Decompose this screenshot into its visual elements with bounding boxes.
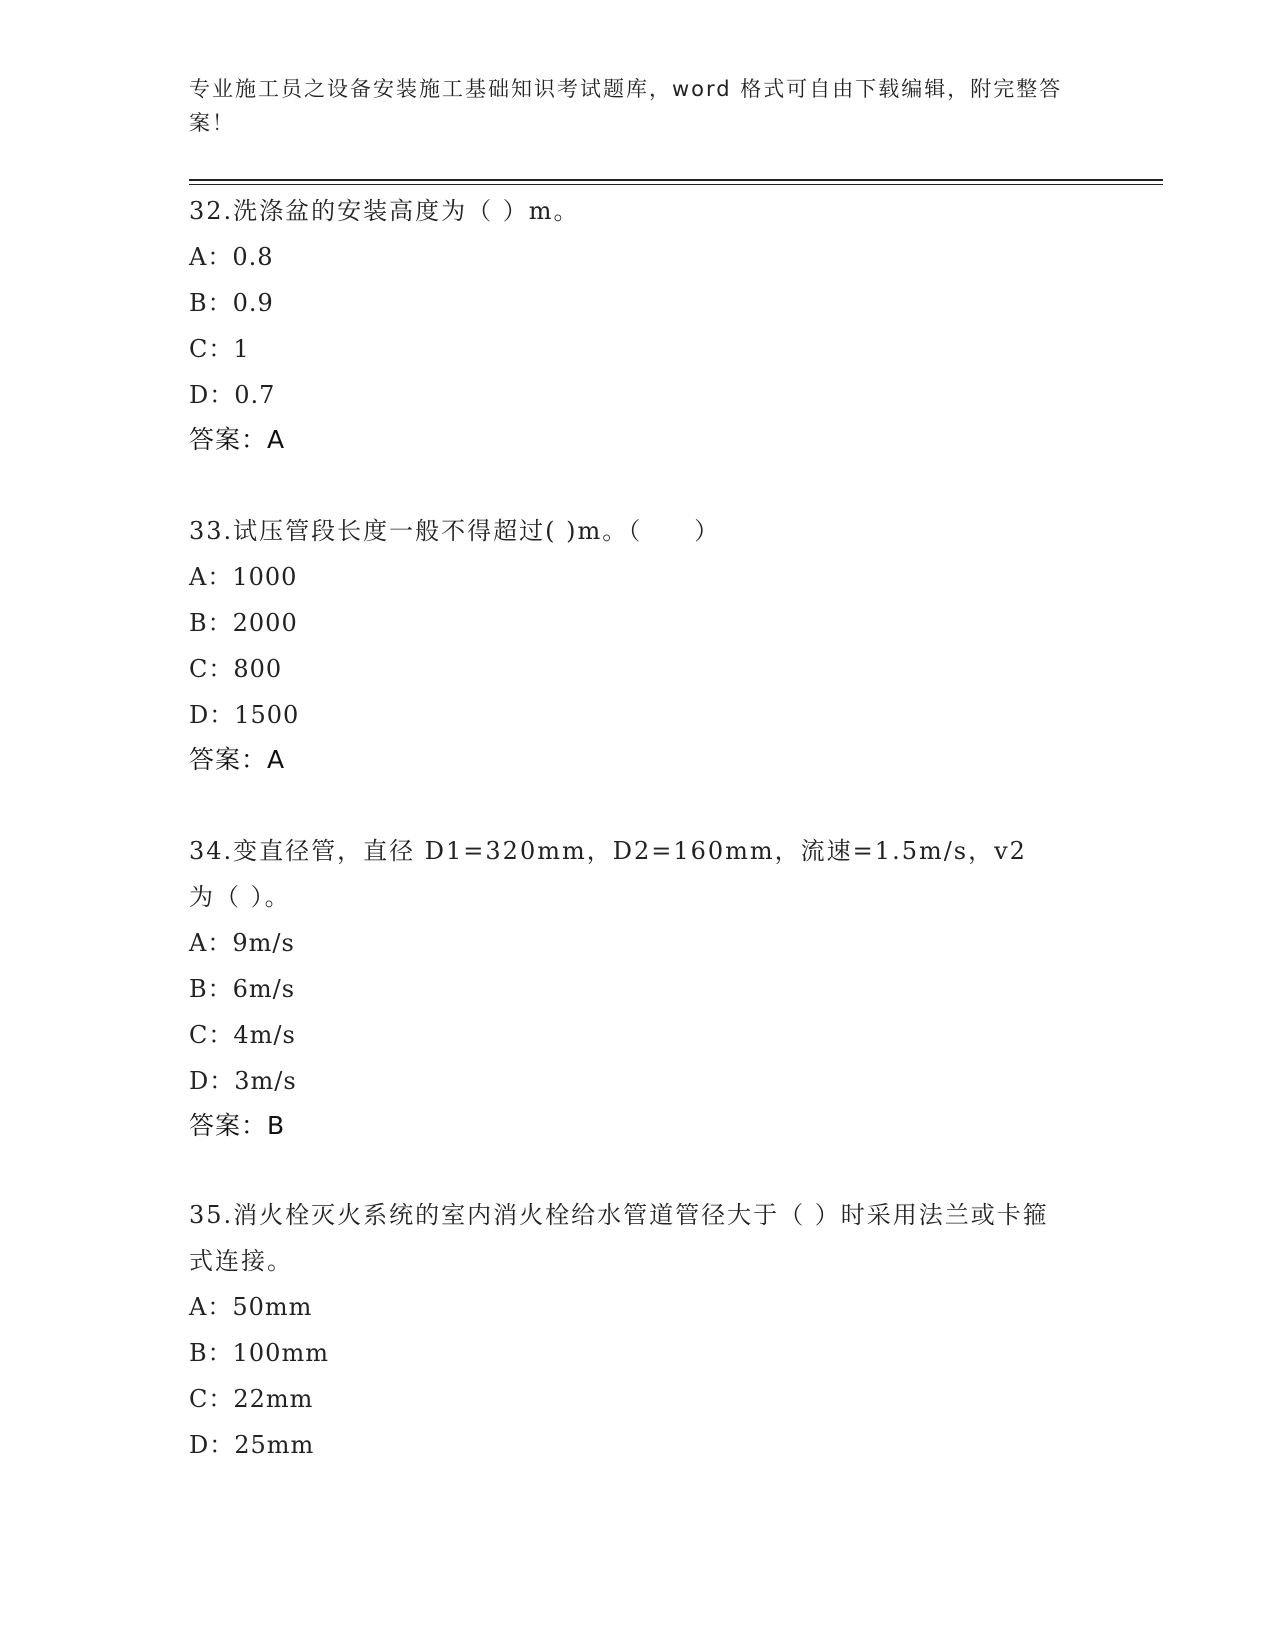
option-a: A：50mm <box>189 1293 313 1321</box>
answer-label: 答案：B <box>189 1111 286 1140</box>
option-c: C：1 <box>189 335 250 363</box>
option-a: A：1000 <box>189 563 298 591</box>
question-33 <box>189 508 1069 782</box>
option-b: B：100mm <box>189 1339 329 1367</box>
option-c: C：22mm <box>189 1385 314 1413</box>
answer-label: 答案：A <box>189 425 286 454</box>
option-b: B：6m/s <box>189 975 296 1003</box>
option-c: C：4m/s <box>189 1021 296 1049</box>
option-d: D：3m/s <box>189 1067 297 1095</box>
question-35 <box>189 1192 1069 1468</box>
question-stem: 32.洗涤盆的安装高度为（ ）m。 <box>189 197 580 225</box>
option-a: A：0.8 <box>189 243 274 271</box>
option-b: B：0.9 <box>189 289 274 317</box>
question-stem: 35.消火栓灭火系统的室内消火栓给水管道管径大于（ ）时采用法兰或卡箍式连接。 <box>189 1201 1049 1275</box>
option-c: C：800 <box>189 655 283 683</box>
option-a: A：9m/s <box>189 929 295 957</box>
option-d: D：1500 <box>189 701 300 729</box>
question-stem: 33.试压管段长度一般不得超过( )m。（ ） <box>189 517 721 545</box>
question-32 <box>189 188 1069 462</box>
header-divider <box>189 179 1163 181</box>
option-d: D：0.7 <box>189 381 276 409</box>
header-divider-thin <box>189 184 1163 185</box>
option-d: D：25mm <box>189 1431 315 1459</box>
option-b: B：2000 <box>189 609 298 637</box>
answer-label: 答案：A <box>189 745 286 774</box>
question-34 <box>189 828 1059 1148</box>
question-stem: 34.变直径管，直径 D1=320mm，D2=160mm，流速=1.5m/s，v2 为（ ）。 <box>189 837 1027 911</box>
document-title: 专业施工员之设备安装施工基础知识考试题库，word 格式可自由下载编辑，附完整答案！ <box>189 77 1063 135</box>
